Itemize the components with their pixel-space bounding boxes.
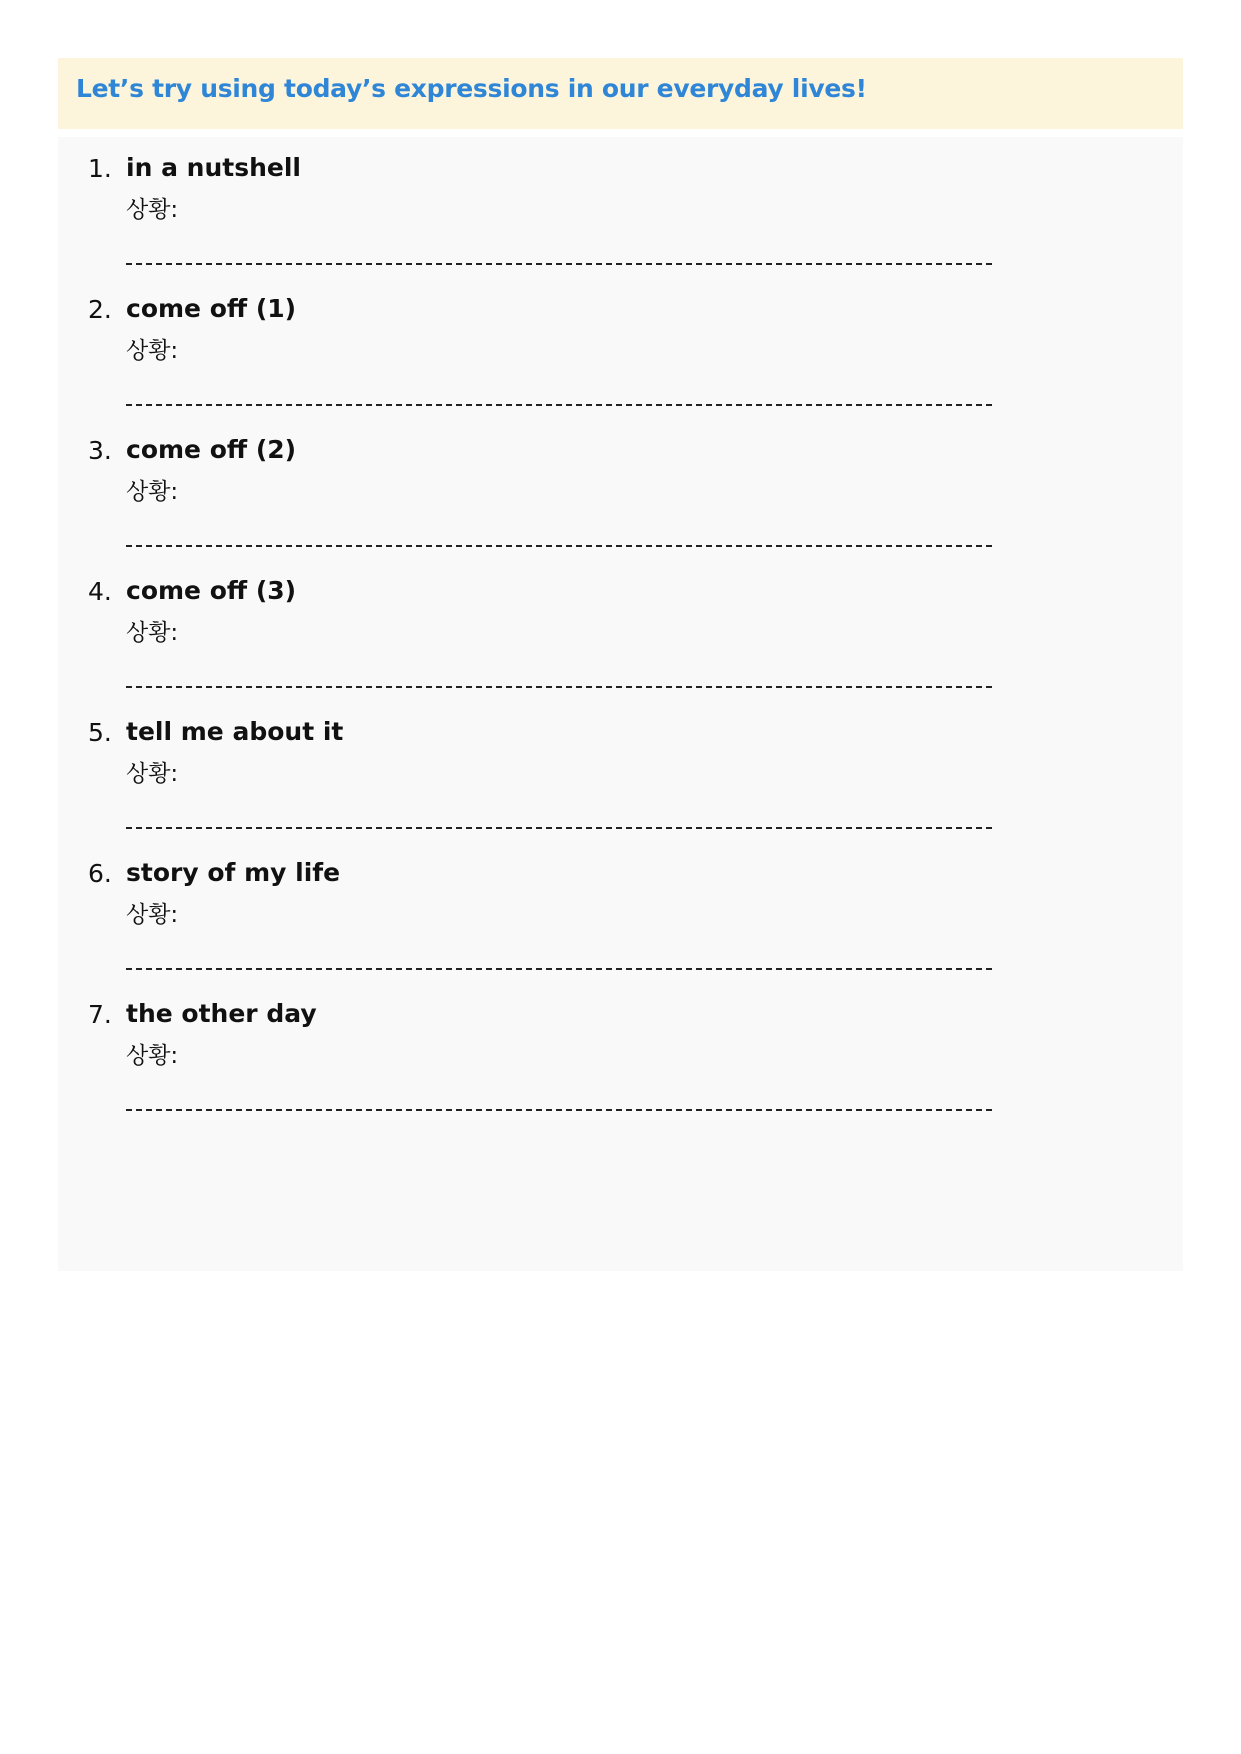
item-number: 7.	[88, 1000, 112, 1029]
item-number: 6.	[88, 859, 112, 888]
answer-line[interactable]	[126, 1109, 992, 1111]
item-number: 3.	[88, 436, 112, 465]
situation-label: 상황:	[126, 620, 179, 646]
item-expression: the other day	[126, 999, 317, 1028]
answer-line[interactable]	[126, 404, 992, 406]
answer-line[interactable]	[126, 545, 992, 547]
header-banner	[58, 58, 1183, 129]
exercise-item-3	[88, 419, 1148, 559]
item-expression: story of my life	[126, 858, 341, 887]
exercise-panel	[58, 137, 1183, 1271]
page-title: Let’s try using today’s expressions in our everyday lives!	[76, 74, 867, 103]
situation-label: 상황:	[126, 197, 179, 223]
item-expression: in a nutshell	[126, 153, 301, 182]
situation-label: 상황:	[126, 479, 179, 505]
item-expression: come off (3)	[126, 576, 297, 605]
exercise-item-6	[88, 842, 1148, 982]
situation-label: 상황:	[126, 761, 179, 787]
exercise-item-5	[88, 701, 1148, 841]
answer-line[interactable]	[126, 686, 992, 688]
item-expression: come off (2)	[126, 435, 297, 464]
exercise-item-1	[88, 137, 1148, 277]
exercise-item-4	[88, 560, 1148, 700]
situation-label: 상황:	[126, 902, 179, 928]
answer-line[interactable]	[126, 968, 992, 970]
item-expression: come off (1)	[126, 294, 297, 323]
answer-line[interactable]	[126, 827, 992, 829]
item-number: 2.	[88, 295, 112, 324]
answer-line[interactable]	[126, 263, 992, 265]
item-number: 5.	[88, 718, 112, 747]
exercise-item-7	[88, 983, 1148, 1123]
exercise-item-2	[88, 278, 1148, 418]
situation-label: 상황:	[126, 338, 179, 364]
item-number: 1.	[88, 154, 112, 183]
situation-label: 상황:	[126, 1043, 179, 1069]
item-expression: tell me about it	[126, 717, 344, 746]
item-number: 4.	[88, 577, 112, 606]
